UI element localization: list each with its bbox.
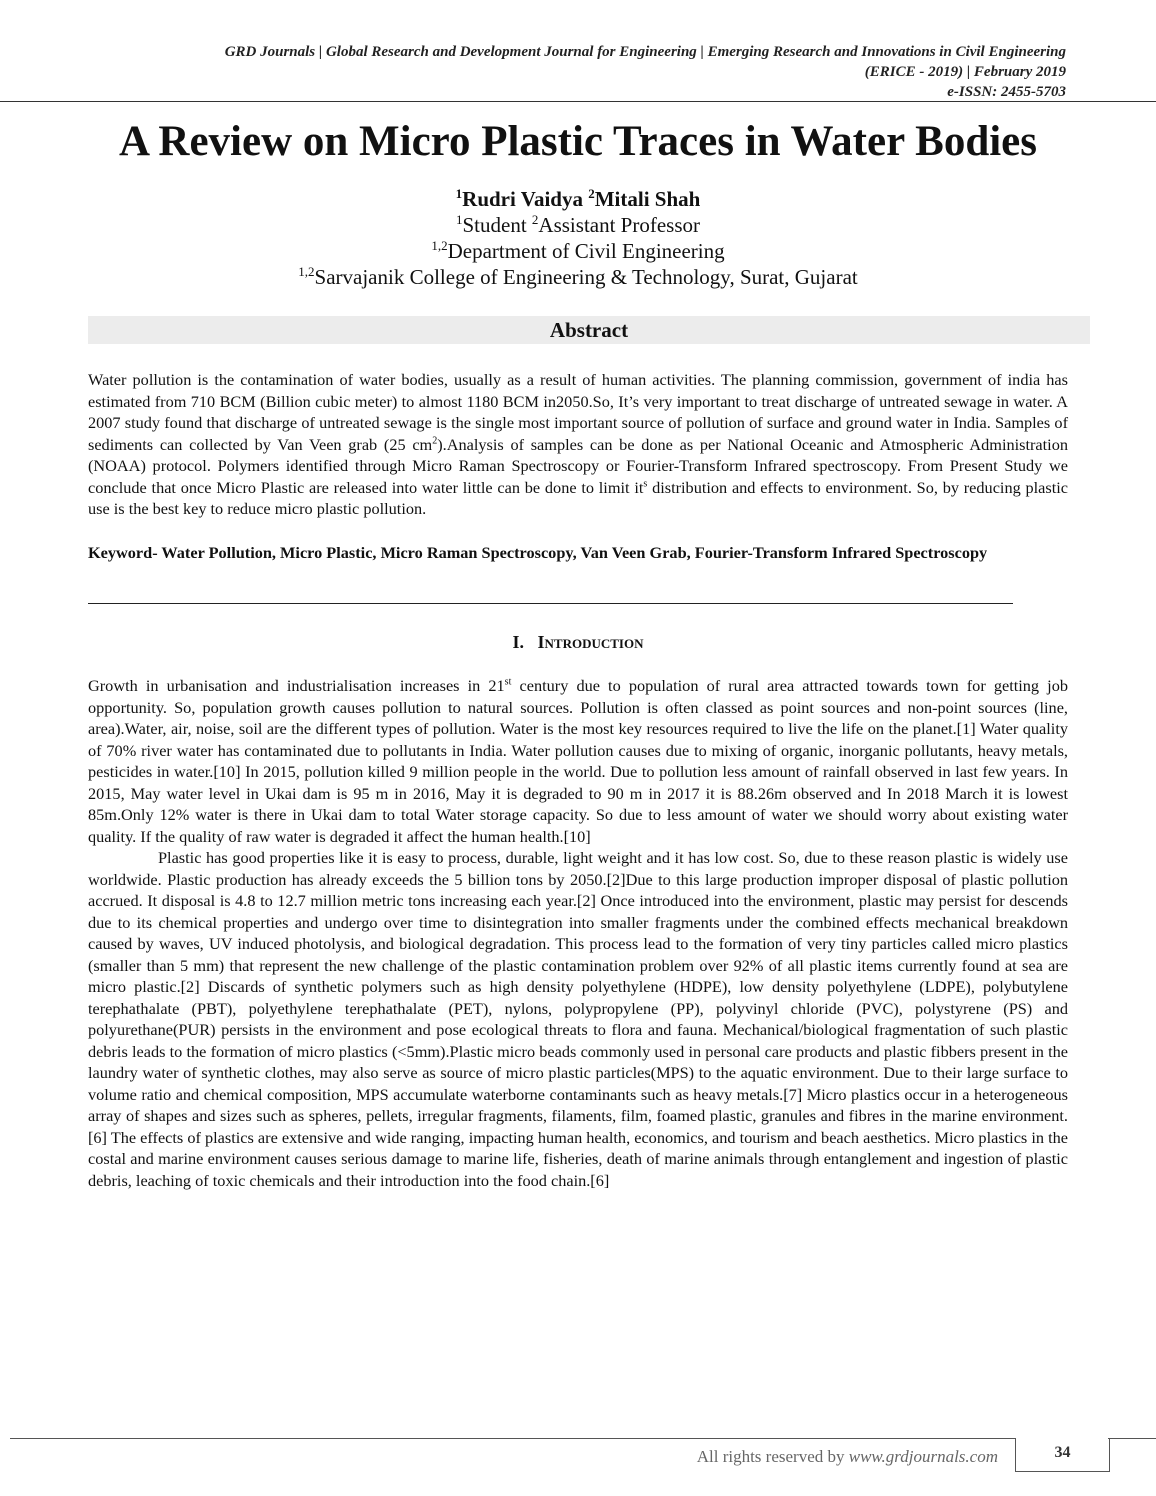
keywords: Keyword- Water Pollution, Micro Plastic, Micro Raman Spectroscopy, Van Veen Grab, Fourier-Transform Infrared Spectroscopy [88, 543, 988, 562]
copyright-text: All rights reserved by [696, 1447, 849, 1466]
intro-p1-part2: century due to population of rural area attracted towards town for getting job opportunity. So, population growth causes pollution to natural sources. Pollution is often classed as point sources and non-point sources (line, area).Water, air, noise, soil are the different types of pollution. Water is the most key resources required to live the life on the planet.[1] Water quality of 70% river water has contaminated due to pollutants in India. Water pollution causes due to mixing of organic, inorganic pollutants, heavy metals, pesticides in water.[10] In 2015, pollution killed 9 million people in the world. Due to pollution less amount of rainfall observed in last few years. In 2015, May water level in Ukai dam is 95 m in 2016, May it is degraded to 90 m in 2017 it is 88.26m observed and In 2018 March it is lowest 85m.Only 12% water is there in Ukai dam to total Water storage capacity. So due to less amount of water we should worry about existing water quality. If the quality of raw water is degraded it affect the human health.[10] [88, 676, 1068, 846]
department-mark: 1,2 [431, 238, 448, 253]
abstract-text-part2: ).Analysis of samples can be done as per National Oceanic and Atmospheric Administration (NOAA) protocol. Polymers identified through Micro Raman Spectroscopy or Fourier-Transform Infrared spectroscopy. From Present Study we conclude that once Micro Plastic are released into water little can be done to limit it [88, 434, 1068, 497]
role1: Student [462, 213, 527, 237]
section-heading-introduction [0, 630, 1156, 654]
abstract-superscript-s: s [643, 478, 648, 490]
copyright-notice [697, 1445, 998, 1469]
paper-title: A Review on Micro Plastic Traces in Water Bodies [118, 118, 1038, 165]
institution-mark: 1,2 [298, 264, 315, 279]
author-department [0, 238, 1156, 264]
intro-p1-superscript: st [504, 676, 512, 688]
author-block [0, 186, 1156, 290]
role2-mark: 2 [531, 212, 539, 227]
journal-header [225, 42, 1066, 102]
intro-p1-part1: Growth in urbanisation and industrialisation increases in 21 [88, 676, 505, 695]
institution: Sarvajanik College of Engineering & Technology, Surat, Gujarat [314, 265, 858, 289]
journal-website-link[interactable]: www.grdjournals.com [848, 1447, 998, 1466]
abstract-superscript-2: 2 [432, 435, 438, 447]
abstract-text-part1: Water pollution is the contamination of water bodies, usually as a result of human activities. The planning commission, government of india has estimated from 710 BCM (Billion cubic meter) to almost 1180 BCM in2050.So, It’s very important to treat discharge of untreated sewage in water. A 2007 study found that discharge of untreated sewage is the single most important source of pollution of surface and ground water in India. Samples of sediments can collected by Van Veen grab (25 cm [88, 370, 1068, 454]
author-names [0, 186, 1156, 212]
author1-affiliation-mark: 1 [455, 186, 463, 201]
introduction-body [88, 675, 1068, 1191]
abstract-heading: Abstract [88, 316, 1090, 344]
intro-paragraph-2: Plastic has good properties like it is easy to process, durable, light weight and it has low cost. So, due to these reason plastic is widely use worldwide. Plastic production has already exceeds the 5 billion tons by 2050.[2]Due to this large production improper disposal of plastic pollution accrued. It disposal is 4.8 to 12.7 million metric tons increasing each year.[2] Once introduced into the environment, plastic may persist for descends due to its chemical properties and undergo over time to disintegration into smaller fragments under the combined effects mechanical breakdown caused by waves, UV induced photolysis, and biological degradation. This process lead to the formation of very tiny particles called micro plastics (smaller than 5 mm) that represent the new challenge of the plastic contamination problem over 92% of all plastic items currently found at sea are micro plastic.[2] Discards of synthetic polymers such as high density polyethylene (HDPE), low density polyethylene (LDPE), polybutylene terephathalate (PBT), polyethylene terephathalate (PET), nylons, polypropylene (PP), polyvinyl chloride (PVC), polystyrene (PS) and polyurethane(PUR) persists in the environment and pose ecological threats to flora and fauna. Mechanical/biological fragmentation of such plastic debris leads to the formation of micro plastics (<5mm).Plastic micro beads commonly used in personal care products and plastic fibbers present in the laundry water of synthetic clothes, may also serve as source of micro plastic particles(MPS) to the aquatic environment. Due to their large surface to volume ratio and chemical composition, MPS accumulate waterborne contaminants such as heavy metals.[7] Micro plastics occur in a heterogeneous array of shapes and sizes such as spheres, pellets, irregular fragments, filaments, film, foamed plastic, granules and fibres in the marine environment.[6] The effects of plastics are extensive and wide ranging, impacting human health, economics, and tourism and beach aesthetics. Micro plastics in the costal and marine environment causes serious damage to marine life, fisheries, death of marine animals through entanglement and ingestion of plastic debris, leaching of toxic chemicals and their introduction into the food chain.[6] [88, 848, 1068, 1190]
header-divider [0, 101, 1156, 102]
journal-header-line2: (ERICE - 2019) | February 2019 [864, 64, 1066, 80]
journal-header-line3: e-ISSN: 2455-5703 [947, 84, 1066, 100]
section-divider [88, 603, 1013, 604]
abstract-body [88, 369, 1068, 520]
author2-affiliation-mark: 2 [588, 186, 595, 201]
abstract-text-part3: distribution and effects to environment. So, by reducing plastic use is the best key to reduce micro plastic pollution. [88, 477, 1069, 518]
section-title: Introduction [537, 632, 644, 652]
footer-divider [10, 1438, 1015, 1439]
department: Department of Civil Engineering [447, 239, 725, 263]
journal-header-line1: GRD Journals | Global Research and Development Journal for Engineering | Emerging Research and Innovations in Civil Engineering [224, 44, 1066, 60]
author1-name: Rudri Vaidya [462, 187, 583, 211]
author2-name: Mitali Shah [594, 187, 701, 211]
intro-paragraph-1 [88, 675, 1068, 847]
role1-mark: 1 [455, 212, 463, 227]
section-numeral: I. [512, 632, 525, 652]
page-number: 34 [1015, 1438, 1110, 1472]
author-institution [0, 264, 1156, 290]
role2: Assistant Professor [538, 213, 701, 237]
footer-divider-tail [1108, 1438, 1156, 1439]
author-roles [0, 212, 1156, 238]
